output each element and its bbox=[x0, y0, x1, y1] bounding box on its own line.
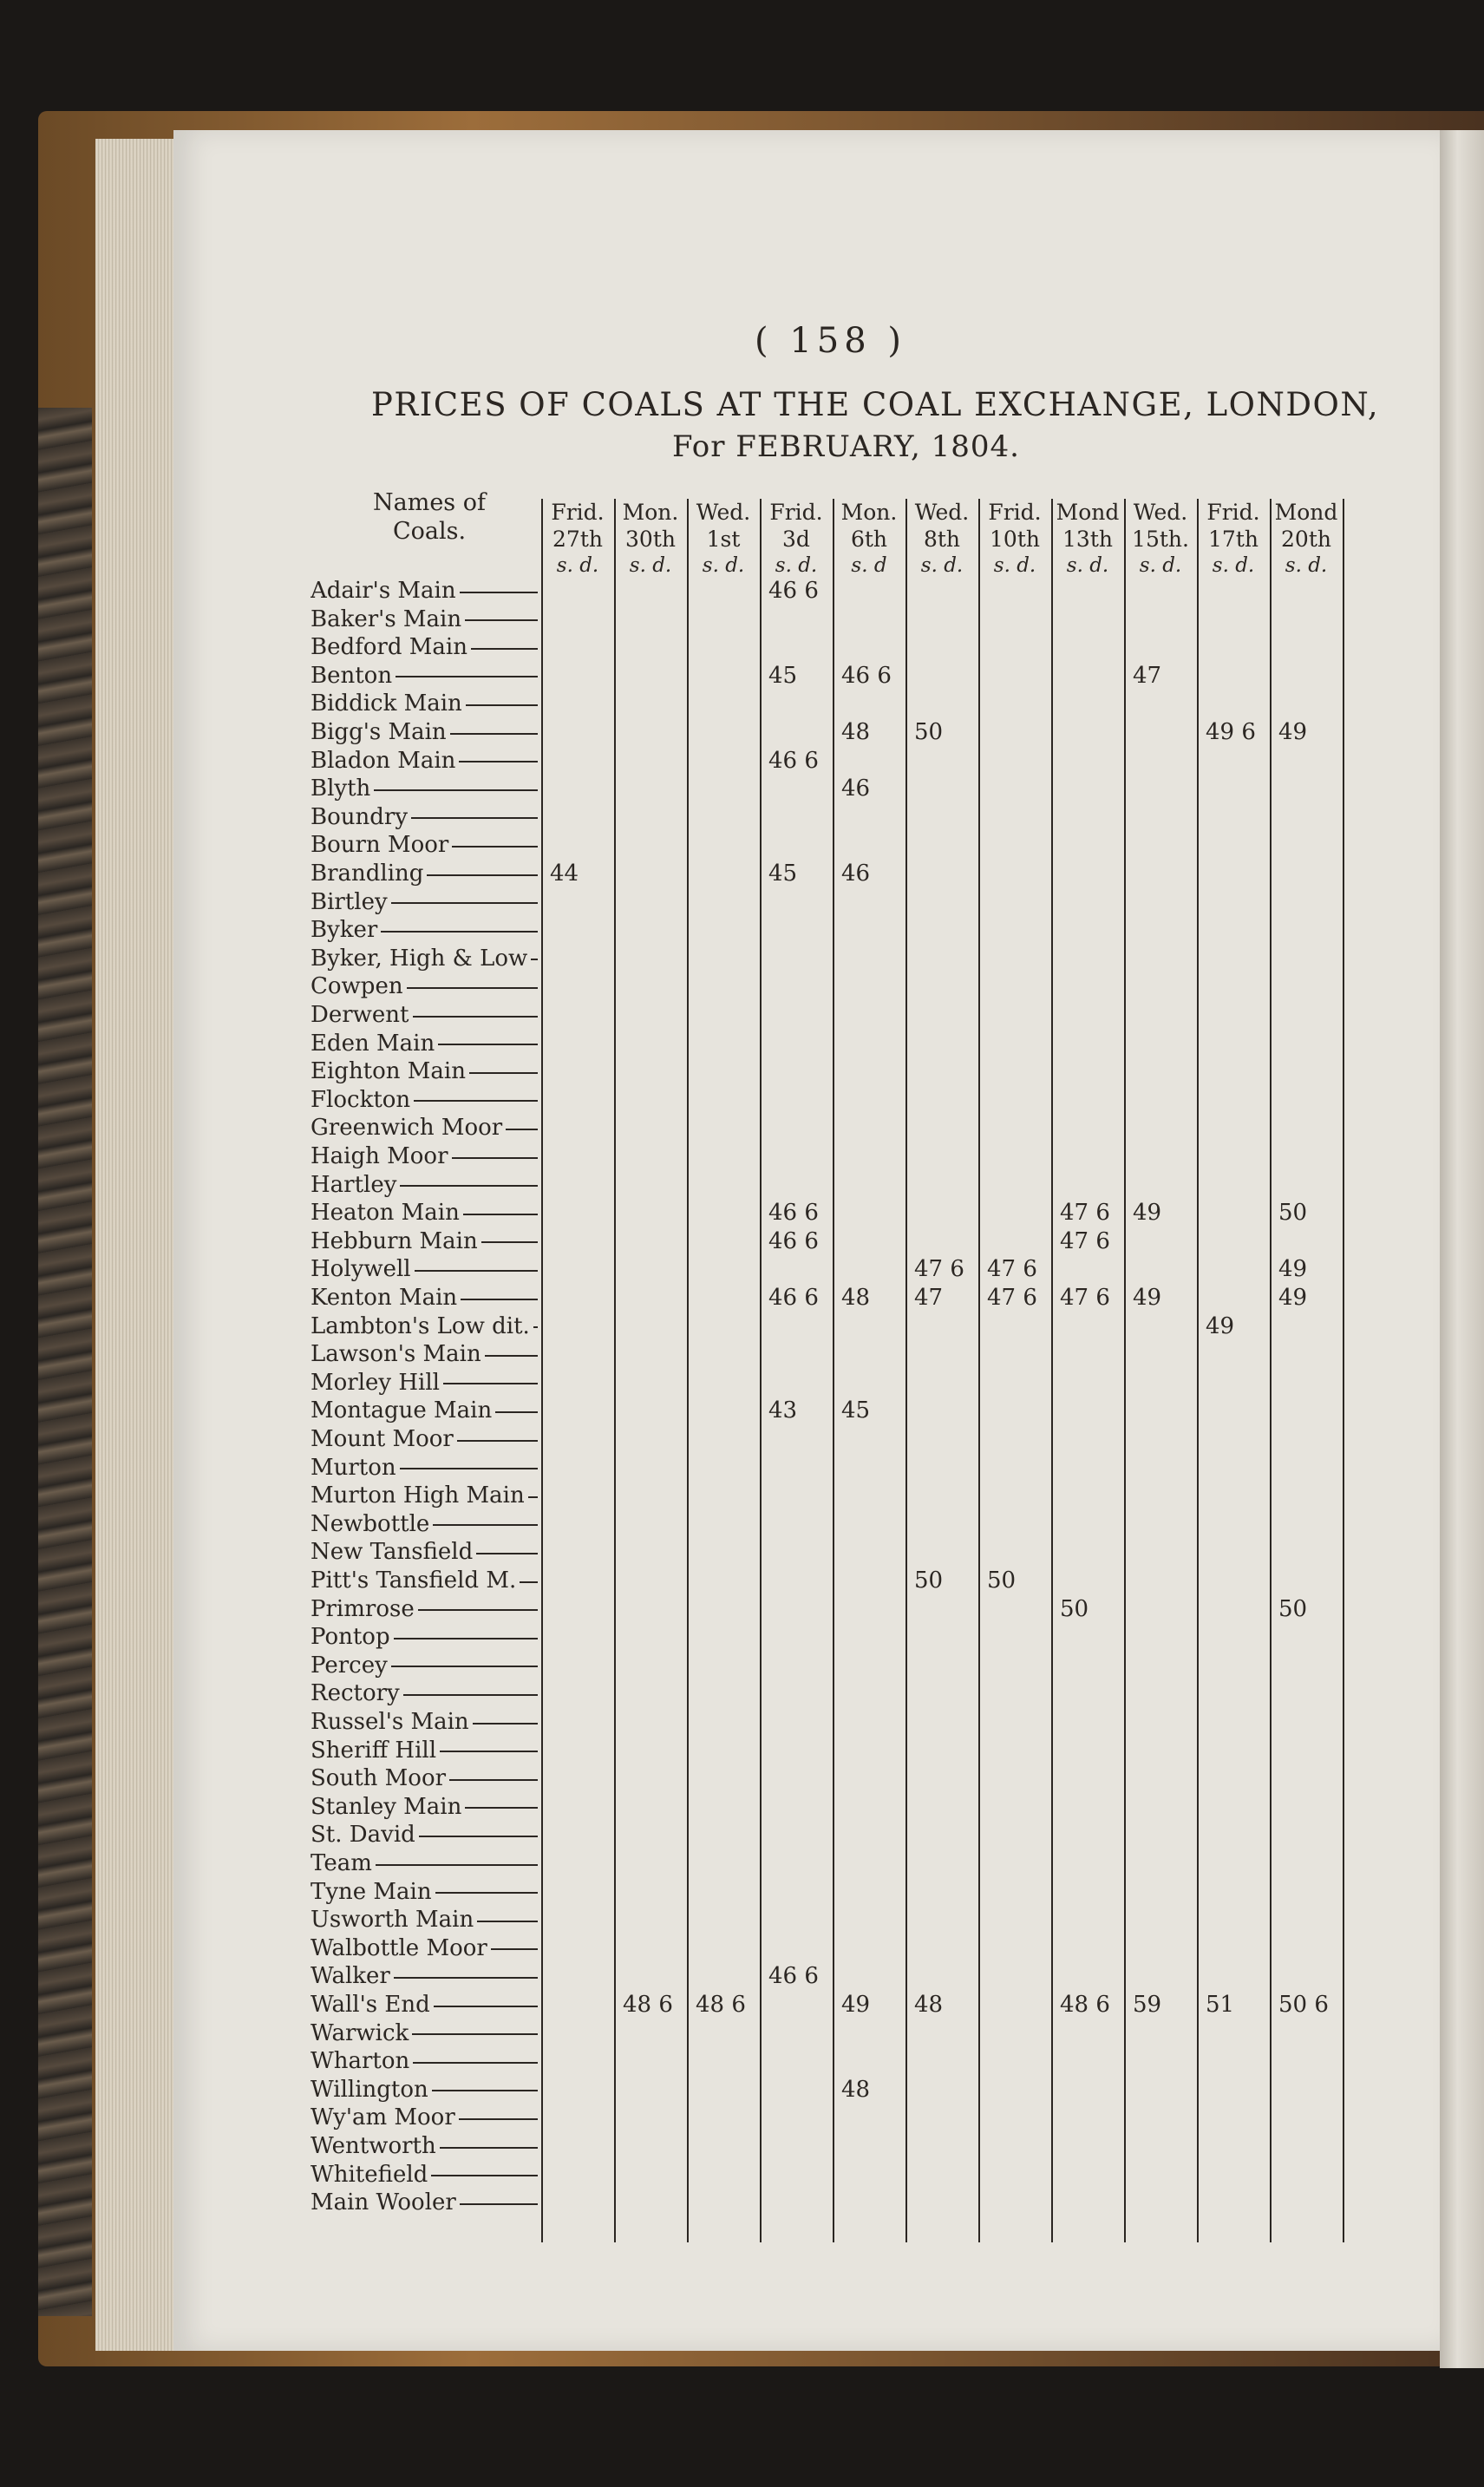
coal-name-row bbox=[311, 775, 538, 803]
coal-name-row bbox=[311, 1030, 538, 1058]
header-currency-units: s. d. bbox=[920, 554, 964, 577]
price-cell: 43 bbox=[768, 1397, 798, 1424]
column-rule bbox=[687, 499, 689, 2242]
price-cell: 45 bbox=[768, 662, 798, 689]
price-cell: 48 6 bbox=[696, 1992, 746, 2018]
coal-name-row bbox=[311, 1142, 538, 1171]
coal-name-row bbox=[311, 2076, 538, 2104]
leader-rule bbox=[460, 2203, 538, 2205]
leader-rule bbox=[403, 1694, 538, 1696]
coal-name: Rectory bbox=[311, 1680, 400, 1707]
leader-rule bbox=[394, 1638, 538, 1639]
leader-rule bbox=[433, 1524, 538, 1526]
coal-name-row bbox=[311, 1001, 538, 1030]
leader-rule bbox=[520, 1581, 538, 1583]
leader-rule bbox=[531, 959, 538, 960]
header-currency-units: s. d. bbox=[702, 554, 745, 577]
coal-name: Greenwich Moor bbox=[311, 1115, 503, 1142]
price-cell: 46 6 bbox=[768, 1227, 819, 1254]
coal-name-row bbox=[311, 1312, 538, 1341]
leader-rule bbox=[491, 1948, 538, 1950]
header-currency-units: s. d bbox=[851, 554, 887, 577]
header-date: 6th bbox=[850, 527, 888, 552]
page-number: ( 158 ) bbox=[755, 321, 906, 361]
price-cell: 48 bbox=[914, 1992, 944, 2018]
price-cell: 50 6 bbox=[1278, 1992, 1329, 2018]
date-column-header bbox=[833, 499, 905, 579]
coal-name-row bbox=[311, 1397, 538, 1425]
page-title: PRICES OF COALS AT THE COAL EXCHANGE, LONDON, bbox=[371, 386, 1380, 423]
coal-name-row bbox=[311, 2189, 538, 2217]
coal-name: Newbottle bbox=[311, 1510, 430, 1537]
coal-name-row bbox=[311, 1849, 538, 1878]
coal-name-row bbox=[311, 1793, 538, 1822]
coal-name-row bbox=[311, 1737, 538, 1765]
leader-rule bbox=[414, 1100, 538, 1102]
coal-name: Wharton bbox=[311, 2048, 410, 2075]
leader-rule bbox=[394, 1977, 538, 1979]
coal-name-row bbox=[311, 1962, 538, 1991]
price-cell: 49 bbox=[841, 1992, 871, 2018]
coal-name-row bbox=[311, 718, 538, 747]
coal-name-row bbox=[311, 662, 538, 690]
header-date: 30th bbox=[625, 527, 676, 552]
coal-name-row bbox=[311, 860, 538, 888]
leader-rule bbox=[471, 648, 538, 650]
header-date: 15th. bbox=[1132, 527, 1189, 552]
column-rule bbox=[1051, 499, 1053, 2242]
coal-name-row bbox=[311, 1227, 538, 1256]
price-cell: 45 bbox=[841, 1397, 871, 1424]
leader-rule bbox=[461, 1299, 538, 1300]
header-day: Frid. bbox=[551, 500, 605, 525]
column-rule bbox=[1270, 499, 1272, 2242]
price-cell: 48 bbox=[841, 1285, 871, 1311]
price-cell: 46 6 bbox=[768, 1200, 819, 1227]
leader-rule bbox=[466, 704, 538, 706]
coal-name: Sheriff Hill bbox=[311, 1737, 437, 1764]
coal-name-row bbox=[311, 1708, 538, 1737]
coal-name-row bbox=[311, 2047, 538, 2076]
price-cell: 47 bbox=[1133, 662, 1162, 689]
header-day: Wed. bbox=[914, 500, 970, 525]
header-day: Frid. bbox=[988, 500, 1042, 525]
price-cell: 46 bbox=[841, 861, 871, 887]
header-date: 17th bbox=[1208, 527, 1258, 552]
facing-page-edge bbox=[1440, 130, 1484, 2368]
column-rule bbox=[541, 499, 543, 2242]
coal-name: Pitt's Tansfield M. bbox=[311, 1567, 517, 1594]
price-cell: 49 bbox=[1278, 1285, 1308, 1311]
coal-name-row bbox=[311, 1255, 538, 1284]
names-header-line-1: Names of bbox=[373, 489, 486, 516]
coal-name: Eighton Main bbox=[311, 1058, 466, 1085]
coal-name-row bbox=[311, 803, 538, 832]
date-column-header bbox=[614, 499, 687, 579]
leader-rule bbox=[443, 1383, 538, 1384]
coal-name: Percey bbox=[311, 1652, 388, 1679]
coal-name-row bbox=[311, 1369, 538, 1397]
coal-name-row bbox=[311, 1652, 538, 1680]
header-day: Wed. bbox=[1133, 500, 1188, 525]
coal-name-row bbox=[311, 1340, 538, 1369]
leader-rule bbox=[427, 874, 538, 876]
date-column-header bbox=[905, 499, 978, 579]
leader-rule bbox=[381, 931, 538, 933]
names-column-header bbox=[373, 488, 486, 546]
leader-rule bbox=[533, 1326, 538, 1328]
coal-name-row bbox=[311, 1482, 538, 1510]
coal-name: Byker bbox=[311, 917, 378, 944]
leader-rule bbox=[413, 2062, 538, 2064]
coal-name-row bbox=[311, 1086, 538, 1115]
header-date: 27th bbox=[552, 527, 603, 552]
leader-rule bbox=[469, 1072, 538, 1074]
coal-name: Benton bbox=[311, 662, 393, 689]
coal-name: Morley Hill bbox=[311, 1369, 440, 1396]
coal-name: Whitefield bbox=[311, 2161, 428, 2188]
coal-name-row bbox=[311, 1567, 538, 1595]
date-column-header bbox=[1051, 499, 1124, 579]
leader-rule bbox=[400, 1468, 538, 1469]
leader-rule bbox=[465, 619, 538, 621]
coal-name-row bbox=[311, 2104, 538, 2132]
coal-name: Cowpen bbox=[311, 973, 403, 1000]
coal-name-row bbox=[311, 2019, 538, 2048]
header-date: 10th bbox=[990, 527, 1040, 552]
coal-name: Bigg's Main bbox=[311, 719, 447, 745]
date-column-header bbox=[1124, 499, 1197, 579]
coal-name: Biddick Main bbox=[311, 690, 462, 717]
coal-name-row bbox=[311, 1991, 538, 2019]
marbled-edge bbox=[38, 408, 92, 2316]
column-rule bbox=[1124, 499, 1126, 2242]
coal-name: Lawson's Main bbox=[311, 1341, 481, 1368]
header-date: 8th bbox=[923, 527, 961, 552]
coal-name: Kenton Main bbox=[311, 1285, 458, 1311]
leader-rule bbox=[460, 592, 538, 593]
header-day: Mond bbox=[1274, 500, 1338, 525]
price-cell: 47 6 bbox=[914, 1256, 964, 1283]
coal-name-row bbox=[311, 2132, 538, 2161]
price-cell: 46 6 bbox=[768, 1963, 819, 1990]
date-column-header bbox=[1197, 499, 1270, 579]
price-cell: 46 bbox=[841, 776, 871, 802]
price-cell: 48 bbox=[841, 2076, 871, 2103]
leader-rule bbox=[374, 789, 538, 791]
price-cell: 47 bbox=[914, 1285, 944, 1311]
leader-rule bbox=[450, 733, 538, 735]
leader-rule bbox=[396, 676, 538, 677]
header-currency-units: s. d. bbox=[1066, 554, 1109, 577]
leader-rule bbox=[434, 2006, 538, 2007]
leader-rule bbox=[465, 1807, 538, 1809]
column-rule bbox=[905, 499, 907, 2242]
price-cell: 49 bbox=[1278, 719, 1308, 745]
coal-name-row bbox=[311, 1425, 538, 1454]
column-rule bbox=[1197, 499, 1199, 2242]
coal-name: Bedford Main bbox=[311, 634, 467, 661]
coal-name: Team bbox=[311, 1850, 372, 1876]
header-day: Frid. bbox=[1206, 500, 1260, 525]
price-cell: 50 bbox=[1278, 1200, 1308, 1227]
coal-name-row bbox=[311, 916, 538, 945]
coal-name-row bbox=[311, 1821, 538, 1849]
page-subtitle: For FEBRUARY, 1804. bbox=[672, 429, 1020, 464]
header-day: Mon. bbox=[840, 500, 898, 525]
coal-name: Derwent bbox=[311, 1002, 409, 1028]
leader-rule bbox=[411, 817, 538, 819]
leader-rule bbox=[452, 1157, 538, 1159]
coal-name-row bbox=[311, 888, 538, 917]
coal-name-row bbox=[311, 1595, 538, 1624]
leader-rule bbox=[485, 1355, 538, 1357]
leader-rule bbox=[481, 1241, 538, 1243]
leader-rule bbox=[477, 1921, 538, 1922]
coal-name: Willington bbox=[311, 2076, 428, 2103]
coal-name-row bbox=[311, 1454, 538, 1482]
coal-name-row bbox=[311, 690, 538, 718]
leader-rule bbox=[506, 1129, 538, 1130]
header-date: 1st bbox=[706, 527, 741, 552]
coal-name: Wy'am Moor bbox=[311, 2104, 455, 2131]
coal-name-row bbox=[311, 2161, 538, 2189]
coal-name-row bbox=[311, 1906, 538, 1934]
coal-name: Hebburn Main bbox=[311, 1227, 478, 1254]
price-cell: 46 6 bbox=[768, 747, 819, 774]
header-date: 20th bbox=[1281, 527, 1331, 552]
coal-name: Wall's End bbox=[311, 1992, 430, 2018]
header-day: Mond bbox=[1056, 500, 1120, 525]
leader-rule bbox=[419, 1836, 538, 1837]
coal-name: Eden Main bbox=[311, 1030, 435, 1057]
leader-rule bbox=[440, 2147, 538, 2149]
coal-name: Lambton's Low dit. bbox=[311, 1312, 530, 1339]
leader-rule bbox=[407, 987, 538, 989]
price-cell: 46 6 bbox=[768, 1285, 819, 1311]
coal-name-row bbox=[311, 1284, 538, 1312]
coal-name-row bbox=[311, 577, 538, 605]
date-column-header bbox=[541, 499, 614, 579]
names-header-line-2: Coals. bbox=[392, 518, 467, 545]
header-day: Mon. bbox=[622, 500, 679, 525]
leader-rule bbox=[376, 1864, 538, 1866]
column-rule bbox=[760, 499, 762, 2242]
coal-name-row bbox=[311, 1057, 538, 1086]
price-cell: 49 6 bbox=[1206, 719, 1256, 745]
coal-name: Warwick bbox=[311, 2019, 409, 2046]
leader-rule bbox=[459, 2118, 538, 2120]
leader-rule bbox=[495, 1411, 538, 1413]
coal-name-row bbox=[311, 831, 538, 860]
price-cell: 46 6 bbox=[841, 662, 892, 689]
leader-rule bbox=[431, 2175, 538, 2176]
coal-name-row bbox=[311, 1623, 538, 1652]
coal-name-row bbox=[311, 1764, 538, 1793]
coal-name-row bbox=[311, 1878, 538, 1907]
header-currency-units: s. d. bbox=[1212, 554, 1255, 577]
coal-name-row bbox=[311, 747, 538, 776]
price-cell: 49 bbox=[1133, 1200, 1162, 1227]
coal-name-row bbox=[311, 1538, 538, 1567]
coal-name-row bbox=[311, 1679, 538, 1708]
coal-name: Walker bbox=[311, 1963, 390, 1990]
coal-name: Boundry bbox=[311, 803, 409, 830]
header-day: Wed. bbox=[696, 500, 751, 525]
leader-rule bbox=[413, 1016, 539, 1018]
coal-name: Murton High Main bbox=[311, 1482, 525, 1509]
coal-name: Tyne Main bbox=[311, 1878, 432, 1905]
header-currency-units: s. d. bbox=[775, 554, 818, 577]
date-column-header bbox=[760, 499, 833, 579]
header-currency-units: s. d. bbox=[629, 554, 672, 577]
column-rule bbox=[614, 499, 616, 2242]
coal-name: Stanley Main bbox=[311, 1793, 462, 1820]
coal-name: Blyth bbox=[311, 776, 371, 802]
leader-rule bbox=[391, 1666, 538, 1667]
header-date: 13th bbox=[1062, 527, 1113, 552]
price-cell: 47 6 bbox=[1060, 1285, 1110, 1311]
leader-rule bbox=[452, 846, 538, 848]
price-cell: 51 bbox=[1206, 1992, 1235, 2018]
coal-name-row bbox=[311, 633, 538, 662]
price-cell: 49 bbox=[1206, 1312, 1235, 1339]
coal-name: Mount Moor bbox=[311, 1426, 454, 1452]
coal-name: Heaton Main bbox=[311, 1200, 460, 1227]
price-cell: 50 bbox=[1278, 1595, 1308, 1622]
coal-name: Main Wooler bbox=[311, 2189, 456, 2216]
coal-name: Pontop bbox=[311, 1624, 390, 1651]
date-column-header bbox=[978, 499, 1051, 579]
column-rule bbox=[1343, 499, 1344, 2242]
leader-rule bbox=[438, 1044, 538, 1045]
header-day: Frid. bbox=[769, 500, 823, 525]
leader-rule bbox=[415, 1270, 538, 1272]
leader-rule bbox=[440, 1751, 538, 1752]
header-currency-units: s. d. bbox=[1285, 554, 1328, 577]
leader-rule bbox=[457, 1440, 538, 1442]
coal-name-row bbox=[311, 1510, 538, 1539]
price-cell: 50 bbox=[1060, 1595, 1089, 1622]
coal-name: Holywell bbox=[311, 1256, 411, 1283]
date-column-header bbox=[687, 499, 760, 579]
column-rule bbox=[833, 499, 834, 2242]
leader-rule bbox=[473, 1723, 538, 1725]
price-cell: 50 bbox=[914, 719, 944, 745]
coal-name: South Moor bbox=[311, 1765, 447, 1792]
price-cell: 49 bbox=[1278, 1256, 1308, 1283]
coal-name: Russel's Main bbox=[311, 1709, 469, 1735]
coal-name: Hartley bbox=[311, 1171, 397, 1198]
leader-rule bbox=[391, 902, 538, 904]
coal-name: Haigh Moor bbox=[311, 1143, 448, 1169]
price-cell: 48 6 bbox=[623, 1992, 673, 2018]
coal-name: Murton bbox=[311, 1454, 396, 1481]
coal-name-row bbox=[311, 1114, 538, 1142]
coal-name: Montague Main bbox=[311, 1397, 493, 1424]
leader-rule bbox=[432, 2090, 538, 2091]
coal-name-row bbox=[311, 1171, 538, 1200]
header-currency-units: s. d. bbox=[993, 554, 1036, 577]
coal-name: Wentworth bbox=[311, 2133, 436, 2159]
coal-name: Adair's Main bbox=[311, 578, 456, 604]
price-cell: 44 bbox=[550, 861, 579, 887]
coal-name-row bbox=[311, 605, 538, 634]
coal-name: New Tansfield bbox=[311, 1539, 474, 1566]
coal-name: Brandling bbox=[311, 861, 424, 887]
coal-name-row bbox=[311, 972, 538, 1001]
coal-name: Usworth Main bbox=[311, 1907, 474, 1934]
coal-name: Bladon Main bbox=[311, 747, 456, 774]
coal-name: Flockton bbox=[311, 1086, 411, 1113]
price-cell: 47 6 bbox=[987, 1285, 1037, 1311]
coal-name-row bbox=[311, 1199, 538, 1227]
leader-rule bbox=[528, 1496, 538, 1498]
leader-rule bbox=[418, 1609, 538, 1611]
price-cell: 48 6 bbox=[1060, 1992, 1110, 2018]
leader-rule bbox=[400, 1185, 538, 1187]
coal-name-row bbox=[311, 1934, 538, 1963]
column-rule bbox=[978, 499, 980, 2242]
coal-name: Birtley bbox=[311, 888, 388, 915]
page-edges bbox=[95, 139, 182, 2351]
price-cell: 48 bbox=[841, 719, 871, 745]
price-cell: 59 bbox=[1133, 1992, 1162, 2018]
price-cell: 47 6 bbox=[1060, 1200, 1110, 1227]
leader-rule bbox=[412, 2033, 538, 2035]
coal-name: Bourn Moor bbox=[311, 832, 449, 859]
date-column-header bbox=[1270, 499, 1343, 579]
coal-name: Baker's Main bbox=[311, 605, 462, 632]
price-cell: 46 6 bbox=[768, 578, 819, 604]
price-cell: 50 bbox=[987, 1567, 1017, 1594]
coal-name: St. David bbox=[311, 1822, 415, 1849]
price-cell: 49 bbox=[1133, 1285, 1162, 1311]
header-date: 3d bbox=[782, 527, 810, 552]
leader-rule bbox=[476, 1553, 538, 1554]
leader-rule bbox=[449, 1779, 538, 1781]
header-currency-units: s. d. bbox=[556, 554, 599, 577]
coal-name: Byker, High & Low bbox=[311, 945, 528, 972]
coal-name: Walbottle Moor bbox=[311, 1934, 487, 1961]
leader-rule bbox=[459, 761, 538, 762]
header-currency-units: s. d. bbox=[1139, 554, 1182, 577]
leader-rule bbox=[463, 1214, 538, 1215]
coal-name-row bbox=[311, 945, 538, 973]
price-cell: 47 6 bbox=[1060, 1227, 1110, 1254]
price-cell: 47 6 bbox=[987, 1256, 1037, 1283]
price-cell: 50 bbox=[914, 1567, 944, 1594]
price-cell: 45 bbox=[768, 861, 798, 887]
leader-rule bbox=[435, 1892, 538, 1894]
coal-name: Primrose bbox=[311, 1595, 415, 1622]
